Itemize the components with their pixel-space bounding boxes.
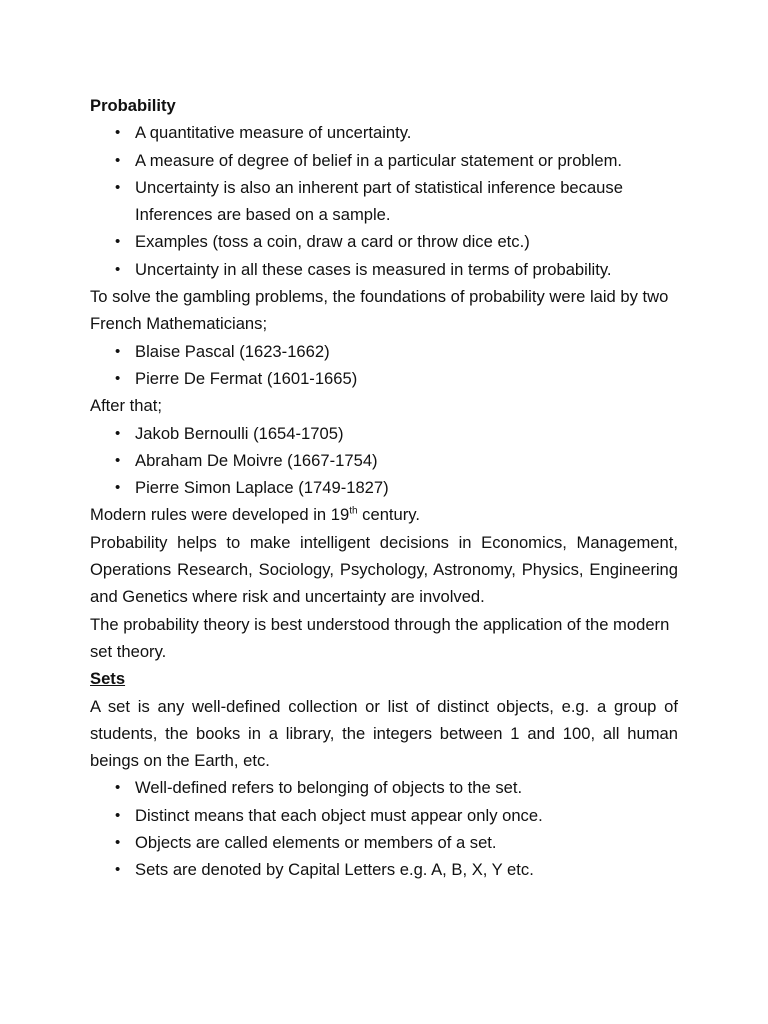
bullet-icon: • <box>115 342 121 360</box>
bullet-icon: • <box>115 779 121 797</box>
list-item: • Sets are denoted by Capital Letters e.g. A, B, X, Y etc. <box>90 856 678 883</box>
bullet-icon: • <box>115 424 121 442</box>
founders-list <box>90 338 678 393</box>
list-item: • Distinct means that each object must appear only once. <box>90 802 678 829</box>
modern-rules-paragraph: Modern rules were developed in 19th century. <box>90 505 420 525</box>
list-item: • Pierre De Fermat (1601-1665) <box>90 365 678 392</box>
foundations-paragraph: To solve the gambling problems, the foundations of probability were laid by two French Mathematicians; <box>90 287 669 334</box>
bullet-icon: • <box>115 834 121 852</box>
document-page <box>90 92 678 884</box>
set-theory-paragraph: The probability theory is best understood through the application of the modern set theory. <box>90 614 670 661</box>
bullet-icon: • <box>115 451 121 469</box>
list-item: • Blaise Pascal (1623-1662) <box>90 338 678 365</box>
probability-bullet-list <box>90 119 678 283</box>
list-item: • Uncertainty in all these cases is measured in terms of probability. <box>90 256 678 283</box>
sets-heading: Sets <box>90 669 126 689</box>
list-item: • Abraham De Moivre (1667-1754) <box>90 447 678 474</box>
bullet-icon: • <box>115 369 121 387</box>
bullet-icon: • <box>115 178 121 196</box>
list-item: • Well-defined refers to belonging of objects to the set. <box>90 774 678 801</box>
applications-paragraph: Probability helps to make intelligent decisions in Economics, Management, Operations Research, Sociology, Psychology, Astronomy, Physics, Engineering and Genetics where risk and uncertainty are involved. <box>90 532 678 607</box>
bullet-icon: • <box>115 861 121 879</box>
bullet-icon: • <box>115 806 121 824</box>
bullet-icon: • <box>115 479 121 497</box>
sets-bullet-list <box>90 774 678 883</box>
after-that-paragraph: After that; <box>90 396 162 416</box>
list-item: • A measure of degree of belief in a particular statement or problem. <box>90 147 678 174</box>
list-item: • Pierre Simon Laplace (1749-1827) <box>90 474 678 501</box>
probability-heading: Probability <box>90 96 176 115</box>
successors-list <box>90 420 678 502</box>
list-item: • Objects are called elements or members of a set. <box>90 829 678 856</box>
list-item: • Jakob Bernoulli (1654-1705) <box>90 420 678 447</box>
list-item: • Examples (toss a coin, draw a card or throw dice etc.) <box>90 228 678 255</box>
list-item: • A quantitative measure of uncertainty. <box>90 119 678 146</box>
sets-definition-paragraph: A set is any well-defined collection or list of distinct objects, e.g. a group of students, the books in a library, the integers between 1 and 100, all human beings on the Earth, etc. <box>90 696 678 771</box>
list-item: • Uncertainty is also an inherent part of statistical inference because Inferences are based on a sample. <box>90 174 678 229</box>
bullet-icon: • <box>115 151 121 169</box>
bullet-icon: • <box>115 124 121 142</box>
bullet-icon: • <box>115 260 121 278</box>
bullet-icon: • <box>115 233 121 251</box>
